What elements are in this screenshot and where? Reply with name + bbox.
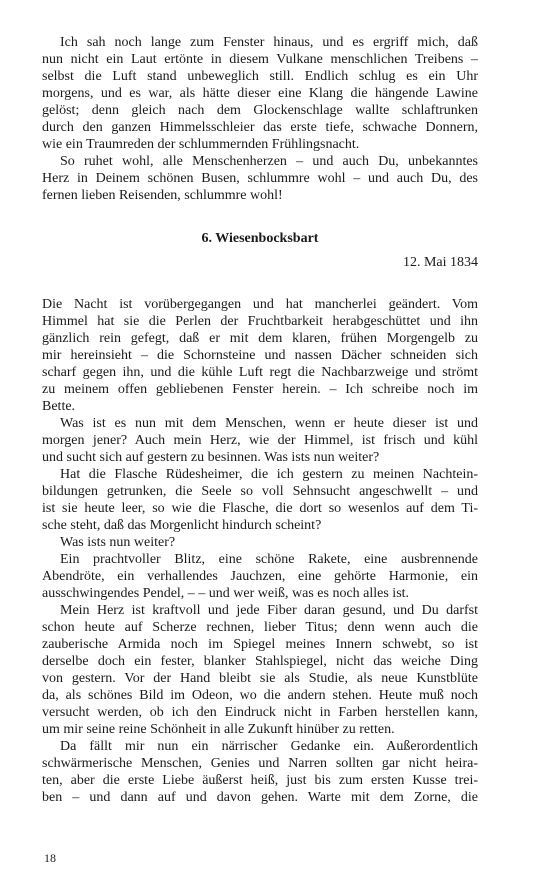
text-line: schwärmerische Menschen, Genies und Narren sollten gar nicht heira- [42,756,478,771]
text-line: selbst die Luft stand unbeweglich still. Endlich schlug es ein Uhr [42,69,478,84]
text-line: wie ein Traumreden der schlummernden Frühlingsnacht. [42,137,360,152]
paragraph [42,34,478,153]
text-line: ten, aber die erste Liebe äußerst heiß, just bis zum ersten Kusse trei- [42,773,478,788]
spacer [42,271,478,296]
text-line: Was ists nun weiter? [60,535,176,550]
paragraph [42,534,478,551]
text-line: von gestern. Vor der Hand bleibt sie als Studie, als neue Kunstblüte [42,671,478,686]
text-line: bildungen getrunken, die Seele so voll Sehnsucht angeschwellt – und [42,484,478,499]
page-number: 18 [44,851,56,865]
text-line: Himmel hat sie die Perlen der Fruchtbarkeit herabgeschüttet und ihn [42,314,478,329]
text-line: morgens, und es war, als hätte dieser eine Klang die hängende Lawine [42,86,478,101]
text-line: Mein Herz ist kraftvoll und jede Fiber daran gesund, und Du darfst [60,603,478,618]
text-line: fernen lieben Reisenden, schlummre wohl! [42,188,283,203]
text-line: nun nicht ein Laut ertönte in diesem Vulkane menschlichen Treibens – [42,52,478,67]
text-line: Herz in Deinem schönen Busen, schlummre wohl – und auch Du, des [42,171,478,186]
text-line: Abendröte, ein verhallendes Jauchzen, eine gehörte Harmonie, ein [42,569,478,584]
text-line: ausschwingendes Pendel, – – und wer weiß, was es noch alles ist. [42,586,410,601]
text-line: zauberische Armida noch im Spiegel meines Innern schwebt, so ist [42,637,478,652]
text-line: zu meinem offen gebliebenen Fenster herein. – Ich schreibe noch im [42,382,478,397]
section-text [42,34,478,204]
text-line: Bette. [42,399,76,414]
paragraph [42,153,478,204]
text-line: da, als schönes Bild im Odeon, wo die andern stehen. Heute muß noch [42,688,478,703]
paragraph [42,602,478,738]
paragraph [42,296,478,415]
text-line: durch den ganzen Himmelsschleier das erste tiefe, schwache Donnern, [42,120,478,135]
text-line: versucht werden, ob ich den Eindruck nicht in Farben herstellen kann, [42,705,478,720]
text-line: So ruhet wohl, alle Menschenherzen – und auch Du, unbekanntes [60,154,478,169]
page-body [42,34,478,806]
text-line: ben – und dann auf und davon gehen. Warte mit dem Zorne, die [42,790,478,805]
text-line: Hat die Flasche Rüdesheimer, die ich gestern zu meinen Nachtein- [60,467,478,482]
paragraph [42,738,478,806]
text-line: gelöst; denn gleich nach dem Glockenschlage wallte schlaftrunken [42,103,478,118]
text-line: ist sie heute leer, so wie die Flasche, die dort so wesenlos auf dem Ti- [42,501,478,516]
text-line: Da fällt mir nun ein närrischer Gedanke ein. Außerordentlich [60,739,478,754]
chapter-date: 12. Mai 1834 [402,255,478,270]
text-line: gänzlich rein gefegt, daß er mit dem klaren, frühen Morgengelb zu [42,331,478,346]
text-line: mir hereinsieht – die Schornsteine und nassen Dächer schneiden sich [42,348,478,363]
text-line: um mir seine reine Schönheit in alle Zukunft hinüber zu retten. [42,722,395,737]
text-line: morgen jener? Auch mein Herz, wie der Himmel, ist frisch und kühl [42,433,478,448]
text-line: scharf gegen ihn, und die kühle Luft regt die Nachbarzweige und strömt [42,365,478,380]
text-line: und sucht sich auf gestern zu besinnen. Was ists nun weiter? [42,450,380,465]
text-line: Ein prachtvoller Blitz, eine schöne Rakete, eine ausbrennende [60,552,478,567]
text-line: Was ist es nun mit dem Menschen, wenn er heute dieser ist und [60,416,478,431]
paragraph [42,415,478,466]
paragraph [42,551,478,602]
text-line: derselbe doch ein fester, blanker Stahlspiegel, nicht das weiche Ding [42,654,478,669]
text-line: Ich sah noch lange zum Fenster hinaus, und es ergriff mich, daß [60,35,478,50]
chapter-heading: 6. Wiesenbocksbart [201,231,319,246]
text-line: Die Nacht ist vorübergegangen und hat mancherlei geändert. Vom [42,297,478,312]
text-line: sche steht, daß das Morgenlicht hindurch scheint? [42,518,322,533]
paragraph [42,466,478,534]
text-line: schon heute auf Scherze rechnen, lieber Titus; denn wenn auch die [42,620,478,635]
section-text [42,296,478,806]
